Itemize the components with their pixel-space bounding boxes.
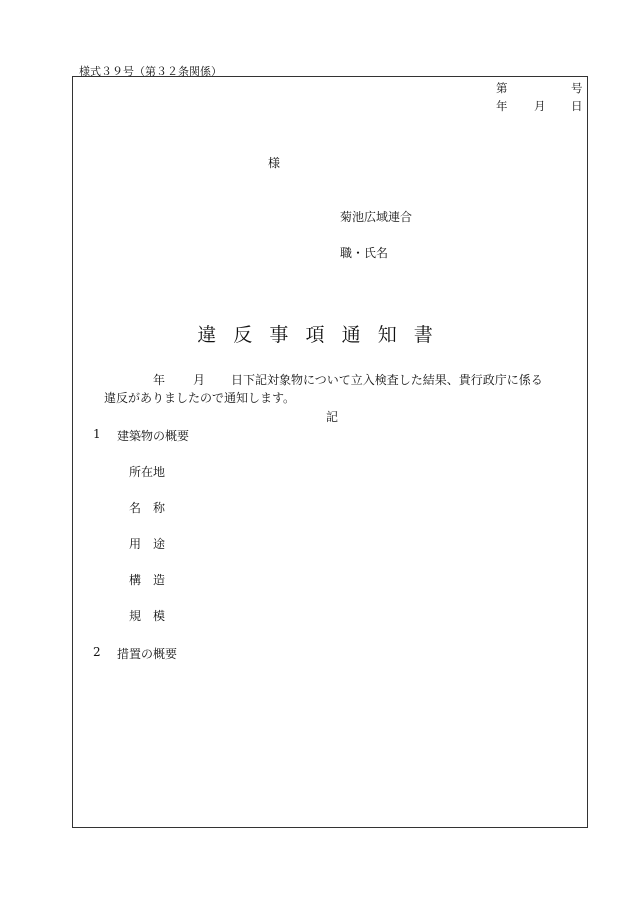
body-line2: 違反がありましたので通知します。 xyxy=(104,391,296,405)
body-month: 月 xyxy=(193,373,206,387)
section1-number: 1 xyxy=(93,427,101,441)
addressee-suffix: 様 xyxy=(268,156,281,170)
document-frame xyxy=(72,76,588,828)
form-number: 様式３９号（第３２条関係） xyxy=(79,65,222,78)
date-month: 月 xyxy=(534,99,546,113)
sender-organization: 菊池広域連合 xyxy=(340,210,413,224)
sender-position-name: 職・氏名 xyxy=(340,246,389,260)
item-structure: 構 造 xyxy=(129,573,166,587)
section2-heading: 措置の概要 xyxy=(117,647,178,661)
item-use: 用 途 xyxy=(129,537,166,551)
section2-number: 2 xyxy=(93,645,101,659)
document-title: 違反事項通知書 xyxy=(197,324,450,346)
body-year: 年 xyxy=(153,373,166,387)
item-name: 名 称 xyxy=(129,501,166,515)
doc-number-dai: 第 xyxy=(496,81,508,95)
item-scale: 規 模 xyxy=(129,609,166,623)
date-year: 年 xyxy=(496,99,508,113)
date-day: 日 xyxy=(571,99,583,113)
doc-number-go: 号 xyxy=(571,81,583,95)
section1-heading: 建築物の概要 xyxy=(117,429,190,443)
body-line1: 日下記対象物について立入検査した結果、貴行政庁に係る xyxy=(231,373,543,387)
item-location: 所在地 xyxy=(129,465,166,479)
ki-marker: 記 xyxy=(326,410,339,424)
